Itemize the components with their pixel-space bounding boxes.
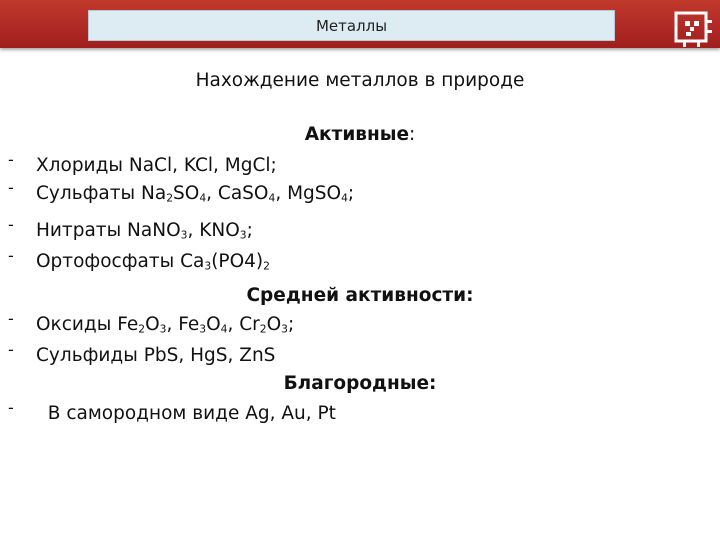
subscript: 3 [180, 228, 188, 242]
bullet-dash: - [8, 150, 14, 169]
bullet-dash: - [8, 398, 14, 417]
list-item-text: Нитраты NaNO$_3$, $KNO_3$; [36, 220, 253, 242]
list-item-text: Хлориды NaCl, KCl, MgCl; [36, 155, 277, 176]
circuit-square-logo-icon [670, 8, 714, 48]
subscript: 2 [263, 259, 270, 273]
subscript: 2 [259, 322, 267, 336]
subscript: 4 [199, 191, 207, 205]
list-item-text: Оксиды $Fe_2O_3$, $Fe_3O_4$, $Cr_2O_3$; [36, 314, 295, 336]
subscript: 3 [159, 322, 167, 336]
section-heading-active [0, 124, 720, 145]
section-heading-medium [0, 285, 720, 306]
list-item-text: Сульфиды PbS, HgS, ZnS [36, 345, 276, 366]
subscript: 4 [341, 191, 348, 205]
bullet-dash: - [8, 309, 14, 328]
subscript: 4 [268, 191, 276, 205]
list-item-text: В самородном виде Ag, Au, Pt [36, 403, 336, 424]
bullet-dash: - [8, 340, 14, 359]
slide-title: Металлы [88, 10, 615, 41]
header-bar [0, 0, 720, 48]
bullet-dash: - [8, 178, 14, 197]
subscript: 2 [166, 191, 174, 205]
subscript: 3 [239, 228, 247, 242]
heading-text: Активные [304, 124, 410, 145]
subscript: 4 [220, 322, 228, 336]
list-item-text: Сульфаты $Na_2SO_4$, CaSO$_4$, MgSO$_4$; [36, 183, 355, 205]
subscript: 2 [138, 322, 146, 336]
section-heading-noble [0, 373, 720, 394]
heading-text: Благородные: [283, 373, 437, 394]
list-item-text: Ортофосфаты $Ca_3(PO4)_2$ [36, 251, 270, 273]
subscript: 3 [281, 322, 288, 336]
subscript: 3 [199, 322, 207, 336]
bullet-dash: - [8, 246, 14, 265]
heading-text: Средней активности: [246, 285, 474, 306]
slide-subtitle: Нахождение металлов в природе [195, 70, 525, 91]
bullet-dash: - [8, 215, 14, 234]
subscript: 3 [204, 259, 212, 273]
heading-suffix: : [409, 124, 416, 145]
